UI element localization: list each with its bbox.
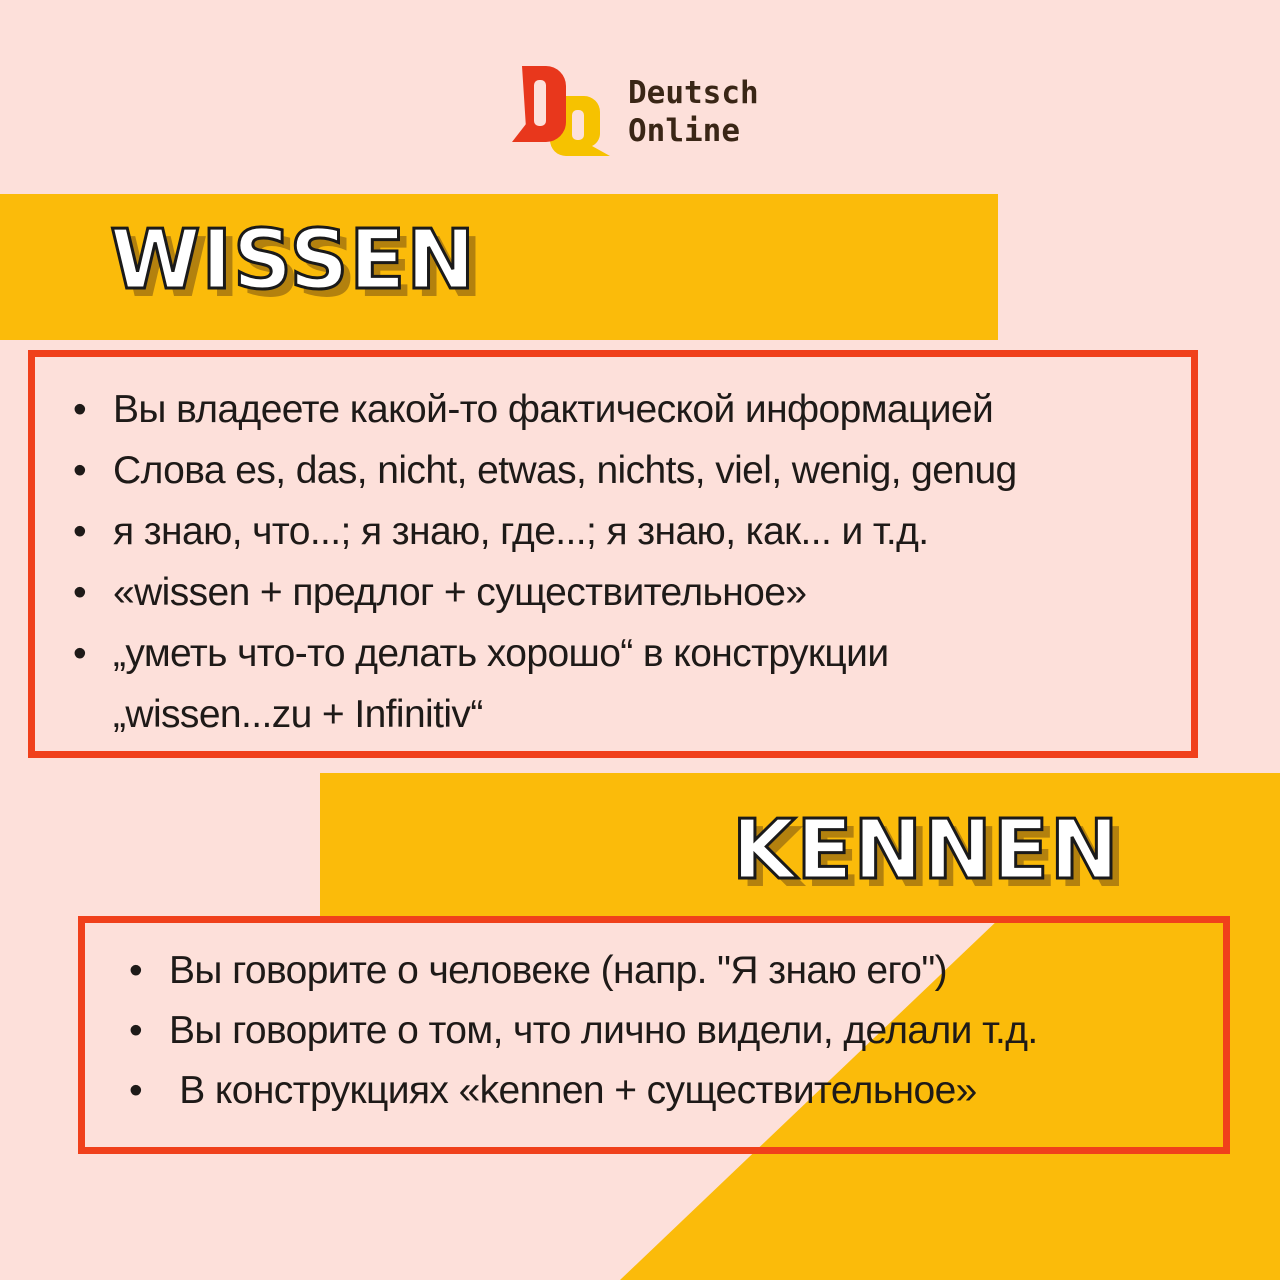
list-item-text: «wissen + предлог + существительное»	[113, 571, 807, 614]
deutsch-online-logo-icon	[512, 62, 612, 158]
list-item	[37, 440, 1017, 501]
kennen-box	[78, 916, 1230, 1154]
list-item-text: Вы владеете какой-то фактической информацией	[113, 388, 994, 431]
list-item-text: Слова es, das, nicht, etwas, nichts, viel, wenig, genug	[113, 449, 1017, 492]
list-item-text: „уметь что-то делать хорошо“ в конструкции	[113, 632, 889, 675]
list-item-continuation: „wissen...zu + Infinitiv“	[113, 693, 483, 736]
list-item-text: я знаю, что...; я знаю, где...; я знаю, как... и т.д.	[113, 510, 929, 553]
list-item	[93, 1061, 1038, 1121]
wissen-list	[37, 379, 1017, 745]
kennen-list	[93, 941, 1038, 1121]
list-item-text: Вы говорите о человеке (напр. "Я знаю его")	[169, 949, 947, 992]
wissen-box	[28, 350, 1198, 758]
list-item	[37, 501, 1017, 562]
list-item	[93, 1001, 1038, 1061]
list-item	[37, 623, 1017, 745]
list-item	[93, 941, 1038, 1001]
kennen-heading: KENNEN	[732, 803, 1120, 898]
brand-name	[628, 74, 759, 150]
wissen-heading: WISSEN	[110, 213, 477, 308]
brand-logo	[512, 62, 782, 158]
brand-name-line2: Online	[628, 113, 740, 149]
list-item	[37, 379, 1017, 440]
list-item	[37, 562, 1017, 623]
list-item-text: В конструкциях «kennen + существительное»	[169, 1069, 977, 1112]
list-item-text: Вы говорите о том, что лично видели, делали т.д.	[169, 1009, 1038, 1052]
brand-name-line1: Deutsch	[628, 75, 759, 111]
